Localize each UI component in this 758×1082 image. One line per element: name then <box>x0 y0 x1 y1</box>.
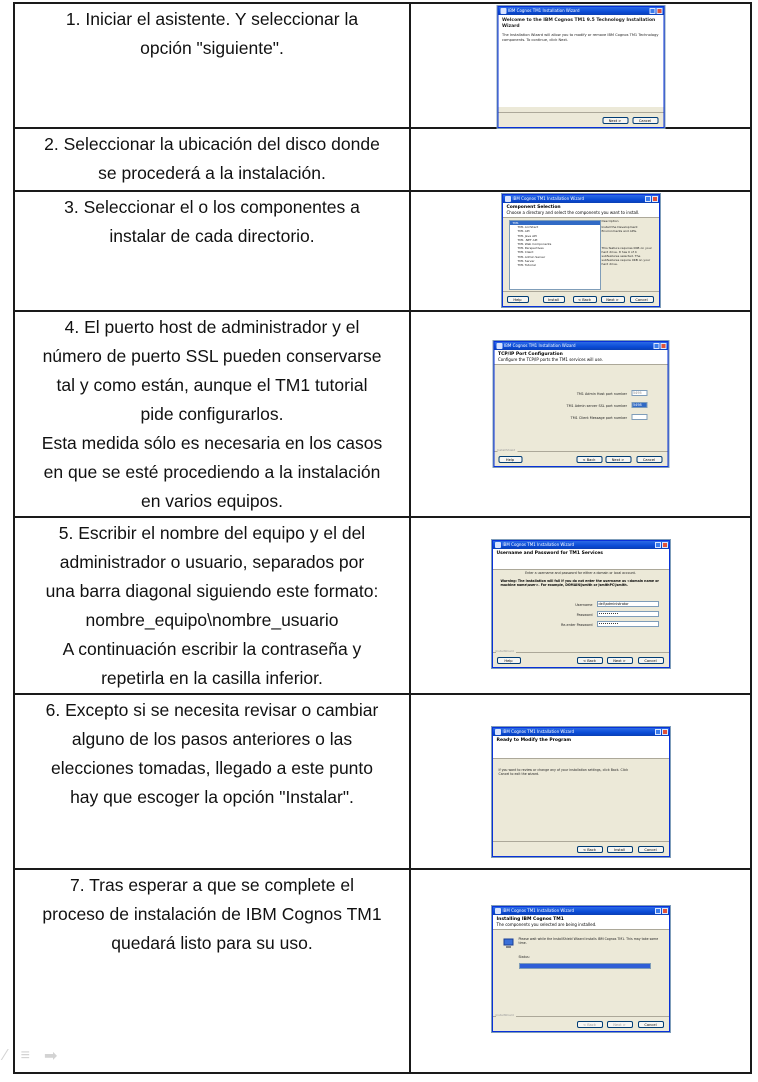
cancel-button[interactable]: Cancel <box>638 1021 664 1028</box>
close-icon[interactable] <box>662 729 668 735</box>
tree-item[interactable]: TM1 Tutorial <box>517 263 536 268</box>
step-row-4 <box>14 311 751 517</box>
cancel-button[interactable]: Cancel <box>636 456 662 463</box>
admin-host-port-label: TM1 Admin Host port number <box>576 392 627 396</box>
installshield-label: InstallShield <box>495 1013 514 1017</box>
credentials-intro: Enter a username and password for either a domain or local account. <box>525 571 636 575</box>
password-label: Password <box>576 613 593 617</box>
help-button[interactable]: Help <box>498 456 522 463</box>
step-1-screenshot-cell <box>410 3 751 128</box>
back-button[interactable]: < Back <box>573 296 597 303</box>
step-3-screenshot-cell <box>410 191 751 311</box>
admin-ssl-port-label: TM1 Admin server SSL port number <box>566 404 627 408</box>
window-title: IBM Cognos TM1 Installation Wizard <box>504 343 576 348</box>
step-7-text: 7. Tras esperar a que se complete el proceso de instalación de IBM Cognos TM1 quedará listo para su uso. <box>42 875 382 953</box>
install-button[interactable]: Install <box>607 846 633 853</box>
pen-icon[interactable]: ∕ <box>4 1047 7 1064</box>
next-button[interactable]: Next > <box>607 657 633 664</box>
step-3-text: 3. Seleccionar el o los componentes a instalar de cada directorio. <box>64 197 360 246</box>
minimize-icon[interactable] <box>655 908 661 914</box>
reenter-password-label: Re-enter Password <box>561 623 593 627</box>
step-1-cell <box>14 3 410 128</box>
minimize-icon[interactable] <box>645 196 651 202</box>
step-row-6 <box>14 694 751 869</box>
menu-icon[interactable]: ≡ <box>20 1047 31 1064</box>
tree-item[interactable]: TM1 Server <box>517 258 535 263</box>
username-password-window <box>492 540 670 668</box>
credentials-heading: Username and Password for TM1 Services <box>496 551 603 556</box>
description-label: Description <box>601 219 619 223</box>
help-button[interactable]: Help <box>497 657 521 664</box>
minimize-icon[interactable] <box>649 8 655 14</box>
window-title: IBM Cognos TM1 Installation Wizard <box>508 8 580 13</box>
app-icon <box>505 196 511 202</box>
step-row-3 <box>14 191 751 311</box>
next-button[interactable]: Next > <box>607 1021 633 1028</box>
tree-item[interactable]: TM1 Perspectives <box>517 246 544 251</box>
port-configuration-window <box>493 341 668 467</box>
installing-window <box>492 906 670 1032</box>
component-heading: Component Selection <box>506 205 561 210</box>
help-button[interactable]: Help <box>507 296 529 303</box>
cancel-button[interactable]: Cancel <box>632 117 658 124</box>
window-title: IBM Cognos TM1 Installation Wizard <box>512 196 585 201</box>
progress-bar <box>519 963 651 969</box>
tree-item[interactable]: TM1 API <box>517 229 530 234</box>
component-selection-window <box>502 194 660 307</box>
component-tree[interactable] <box>509 220 601 290</box>
tree-item[interactable]: TM1 .NET API <box>517 237 538 242</box>
component-description <box>602 220 654 266</box>
password-input[interactable]: •••••••••• <box>597 611 659 617</box>
step-row-7 <box>14 869 751 1073</box>
step-2-screenshot-cell <box>410 128 751 191</box>
username-label: Username <box>575 603 593 607</box>
app-icon <box>500 8 506 14</box>
step-3-cell <box>14 191 410 311</box>
slide-controls <box>4 1046 57 1066</box>
install-button[interactable]: Install <box>543 296 565 303</box>
ready-heading: Ready to Modify the Program <box>496 738 572 743</box>
step-2-text: 2. Seleccionar la ubicación del disco donde se procederá a la instalación. <box>44 134 380 183</box>
requirements-text: This feature requires 0KB on your hard drive. It has 0 of 4 subfeatures selected. The subfeatures require 0KB on your hard drive. <box>601 246 652 266</box>
step-1-text: 1. Iniciar el asistente. Y seleccionar la opción "siguiente". <box>65 9 359 58</box>
installshield-label: InstallShield <box>497 448 516 452</box>
back-button[interactable]: < Back <box>577 657 603 664</box>
step-4-screenshot-cell <box>410 311 751 517</box>
close-icon[interactable] <box>662 542 668 548</box>
reenter-password-input[interactable]: •••••••••• <box>597 621 659 627</box>
close-icon[interactable] <box>652 196 658 202</box>
tree-item[interactable]: TM1 Java API <box>517 233 537 238</box>
credentials-warning: Warning: The installation will fail if you do not enter the username as <domain name or machine name\user>. For example, DOMAIN\jsmith or jsmithPC\jsmith. <box>500 579 659 587</box>
app-icon <box>495 542 501 548</box>
welcome-text: The Installation Wizard will allow you to modify or remove IBM Cognos TM1 Technology components. To continue, click Next. <box>502 33 659 42</box>
description-text: Install the Development Environments and APIs. <box>601 224 638 233</box>
back-button[interactable]: < Back <box>577 846 603 853</box>
step-6-cell <box>14 694 410 869</box>
username-input[interactable]: dell\administrator <box>597 601 659 607</box>
next-button[interactable]: Next > <box>602 117 628 124</box>
minimize-icon[interactable] <box>653 343 659 349</box>
close-icon[interactable] <box>656 8 662 14</box>
admin-host-port-input[interactable]: 5495 <box>631 390 647 396</box>
tree-item[interactable]: TM1 Web Components <box>517 242 552 247</box>
ready-text: If you want to review or change any of your installation settings, click Back. Click Cancel to exit the wizard. <box>498 768 629 776</box>
window-title: IBM Cognos TM1 Installation Wizard <box>502 908 575 913</box>
close-icon[interactable] <box>662 908 668 914</box>
step-4-cell <box>14 311 410 517</box>
back-button[interactable]: < Back <box>576 456 602 463</box>
step-7-screenshot-cell <box>410 869 751 1073</box>
next-button[interactable]: Next > <box>605 456 631 463</box>
minimize-icon[interactable] <box>655 729 661 735</box>
tree-item[interactable]: TM1 Architect <box>517 225 539 230</box>
cancel-button[interactable]: Cancel <box>630 296 654 303</box>
step-6-text: 6. Excepto si se necesita revisar o cambiar alguno de los pasos anteriores o las elecciones tomadas, llegado a este punto hay que escoger la opción "Instalar". <box>45 700 379 807</box>
tree-item[interactable]: TM1 Client <box>517 250 534 255</box>
admin-ssl-port-input[interactable]: 5498 <box>631 402 647 408</box>
cancel-button[interactable]: Cancel <box>638 657 664 664</box>
installing-subheading: The components you selected are being installed. <box>496 922 597 927</box>
cancel-button[interactable]: Cancel <box>638 846 664 853</box>
step-4-text: 4. El puerto host de administrador y el número de puerto SSL pueden conservarse tal y como están, aunque el TM1 tutorial pide configurarlos. Esta medida sólo es necesaria en los casos en que se esté procediendo a la instalación en varios equipos. <box>41 317 383 511</box>
app-icon <box>495 729 501 735</box>
app-icon <box>496 343 502 349</box>
minimize-icon[interactable] <box>655 542 661 548</box>
step-7-cell <box>14 869 410 1073</box>
client-message-port-label: TM1 Client Message port number <box>570 416 627 420</box>
window-title: IBM Cognos TM1 Installation Wizard <box>502 542 575 547</box>
welcome-heading: Welcome to the IBM Cognos TM1 9.5 Technology Installation Wizard <box>502 18 656 29</box>
progress-fill <box>520 964 650 968</box>
status-label: Status: <box>518 955 530 959</box>
app-icon <box>495 908 501 914</box>
installshield-label: InstallShield <box>495 649 514 653</box>
step-5-cell <box>14 517 410 694</box>
steps-table <box>13 2 752 1074</box>
step-row-5 <box>14 517 751 694</box>
back-button[interactable]: < Back <box>577 1021 603 1028</box>
client-message-port-input[interactable] <box>631 414 647 420</box>
next-button[interactable]: Next > <box>601 296 625 303</box>
installing-heading: Installing IBM Cognos TM1 <box>496 917 564 922</box>
step-5-screenshot-cell <box>410 517 751 694</box>
close-icon[interactable] <box>660 343 666 349</box>
ready-to-modify-window <box>492 727 670 857</box>
tree-item[interactable]: TM1 Admin Server <box>517 254 546 259</box>
port-heading: TCP/IP Port Configuration <box>498 352 563 357</box>
step-6-screenshot-cell <box>410 694 751 869</box>
step-row-1 <box>14 3 751 128</box>
window-title: IBM Cognos TM1 Installation Wizard <box>502 729 575 734</box>
welcome-window <box>497 6 664 128</box>
computer-install-icon <box>503 937 515 949</box>
step-5-text: 5. Escribir el nombre del equipo y el del administrador o usuario, separados por una barra diagonal siguiendo este formato: nombre_equipo\nombre_usuario A continuación escribir la contraseña y repetirla en la casilla inferior. <box>45 523 379 688</box>
tree-item[interactable]: TM1 <box>510 221 600 225</box>
next-arrow-icon[interactable]: ➡ <box>44 1048 58 1065</box>
port-subheading: Configure the TCP/IP ports the TM1 services will use. <box>498 357 604 362</box>
installing-text: Please wait while the InstallShield Wizard installs IBM Cognos TM1. This may take some time. <box>518 937 659 945</box>
step-2-cell <box>14 128 410 191</box>
step-row-2 <box>14 128 751 191</box>
component-subheading: Choose a directory and select the components you want to install. <box>506 210 640 215</box>
